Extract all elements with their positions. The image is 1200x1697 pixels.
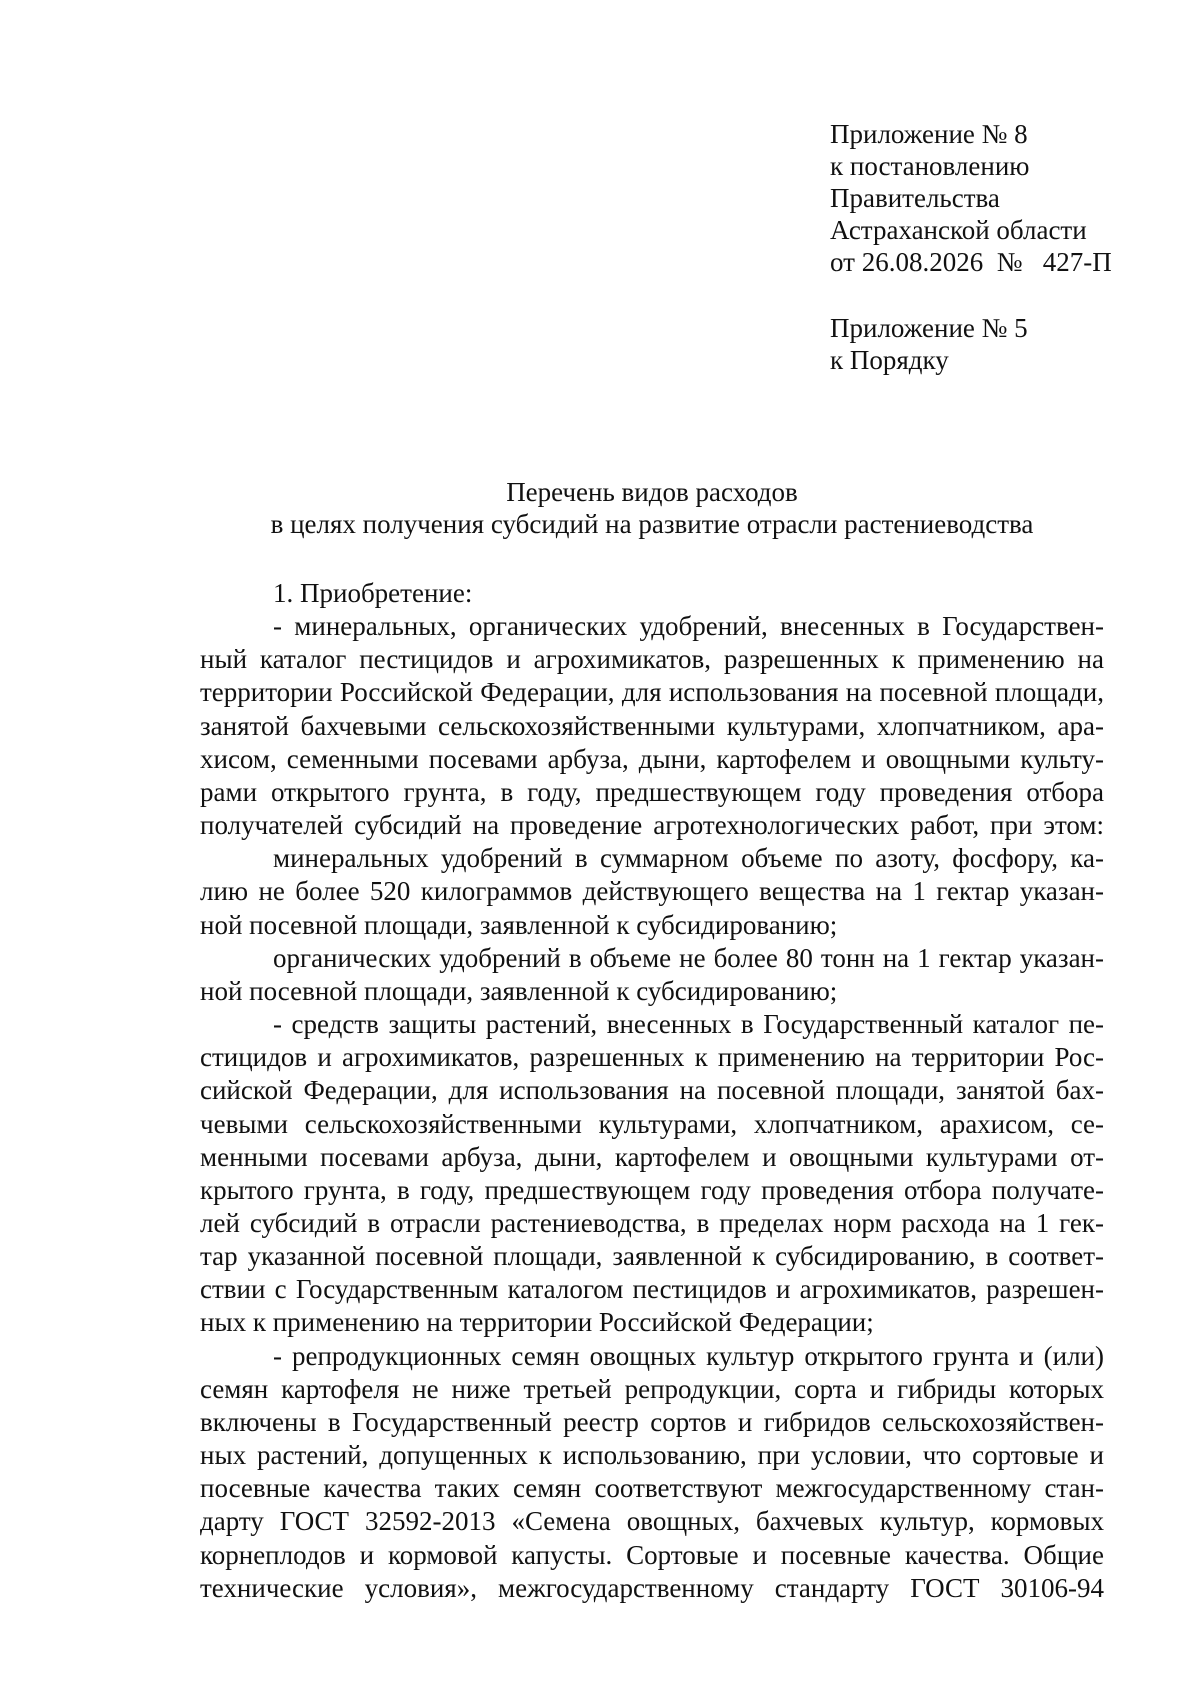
text-line: ной посевной площади, заявленной к субсидированию;	[200, 975, 838, 1006]
text-line: ных растений, допущенных к использованию, при условии, что сортовые и	[200, 1440, 1104, 1471]
text-line: органических удобрений в объеме не более 80 тонн на 1 гектар указан-	[273, 942, 1104, 973]
text-line: ной посевной площади, заявленной к субсидированию;	[200, 909, 838, 940]
appendix-8-date-number: от 26.08.2026 № 427-П	[830, 247, 1112, 277]
text-line: хисом, семенными посевами арбуза, дыни, картофелем и овощными культу-	[200, 743, 1104, 774]
document-body	[200, 577, 1104, 1605]
item-1-heading	[200, 577, 1104, 610]
title-line: в целях получения субсидий на развитие отрасли растениеводства	[270, 509, 1034, 539]
heading-text: 1. Приобретение:	[273, 578, 473, 608]
paragraph-organic	[200, 942, 1104, 1008]
text-line: сийской Федерации, для использования на посевной площади, занятой бах-	[200, 1075, 1104, 1106]
text-line: занятой бахчевыми сельскохозяйственными культурами, хлопчатником, ара-	[200, 710, 1104, 741]
text-line: семян картофеля не ниже третьей репродукции, сорта и гибриды которых	[200, 1373, 1104, 1404]
text-line: корнеплодов и кормовой капусты. Сортовые и посевные качества. Общие	[200, 1539, 1104, 1570]
text-line: стицидов и агрохимикатов, разрешенных к применению на территории Рос-	[200, 1042, 1104, 1073]
text-line: ный каталог пестицидов и агрохимикатов, разрешенных к применению на	[200, 644, 1104, 675]
appendix-8-line: к постановлению	[830, 151, 1030, 181]
text-line: посевные качества таких семян соответствуют межгосударственному стан-	[200, 1473, 1104, 1504]
text-line: технические условия», межгосударственному стандарту ГОСТ 30106-94	[200, 1572, 1104, 1603]
text-line: лию не более 520 килограммов действующего вещества на 1 гектар указан-	[200, 876, 1104, 907]
text-line: - репродукционных семян овощных культур открытого грунта и (или)	[273, 1340, 1104, 1371]
text-line: дарту ГОСТ 32592-2013 «Семена овощных, бахчевых культур, кормовых	[200, 1506, 1104, 1537]
paragraph-fertilizers	[200, 610, 1104, 842]
appendix-8-line: Астраханской области	[830, 215, 1087, 245]
paragraph-plant-protection	[200, 1008, 1104, 1340]
text-line: менными посевами арбуза, дыни, картофелем и овощными культурами от-	[200, 1141, 1104, 1172]
appendix-8-line: Приложение № 8	[830, 119, 1028, 149]
appendix-8-block	[830, 118, 1170, 278]
text-line: лей субсидий в отрасли растениеводства, в пределах норм расхода на 1 гек-	[200, 1207, 1104, 1238]
appendix-8-line: Правительства	[830, 183, 1000, 213]
text-line: минеральных удобрений в суммарном объеме по азоту, фосфору, ка-	[273, 843, 1104, 874]
text-line: - средств защиты растений, внесенных в Государственный каталог пе-	[273, 1009, 1104, 1040]
appendix-5-block	[830, 312, 1170, 376]
paragraph-seeds	[200, 1340, 1104, 1605]
text-line: крытого грунта, в году, предшествующем году проведения отбора получате-	[200, 1174, 1104, 1205]
text-line: чевыми сельскохозяйственными культурами, хлопчатником, арахисом, се-	[200, 1108, 1104, 1139]
appendix-5-line: к Порядку	[830, 345, 949, 375]
text-line: рами открытого грунта, в году, предшествующем году проведения отбора	[200, 776, 1104, 807]
text-line: - минеральных, органических удобрений, внесенных в Государствен-	[273, 611, 1104, 642]
text-line: получателей субсидий на проведение агротехнологических работ, при этом:	[200, 810, 1104, 841]
text-line: ствии с Государственным каталогом пестицидов и агрохимикатов, разрешен-	[200, 1274, 1104, 1305]
document-title	[200, 476, 1104, 540]
appendix-5-line: Приложение № 5	[830, 313, 1028, 343]
title-line: Перечень видов расходов	[506, 477, 798, 507]
paragraph-mineral	[200, 842, 1104, 941]
text-line: тар указанной посевной площади, заявленной к субсидированию, в соответ-	[200, 1241, 1104, 1272]
text-line: включены в Государственный реестр сортов и гибридов сельскохозяйствен-	[200, 1406, 1104, 1437]
text-line: ных к применению на территории Российской Федерации;	[200, 1307, 874, 1338]
text-line: территории Российской Федерации, для использования на посевной площади,	[200, 677, 1104, 708]
